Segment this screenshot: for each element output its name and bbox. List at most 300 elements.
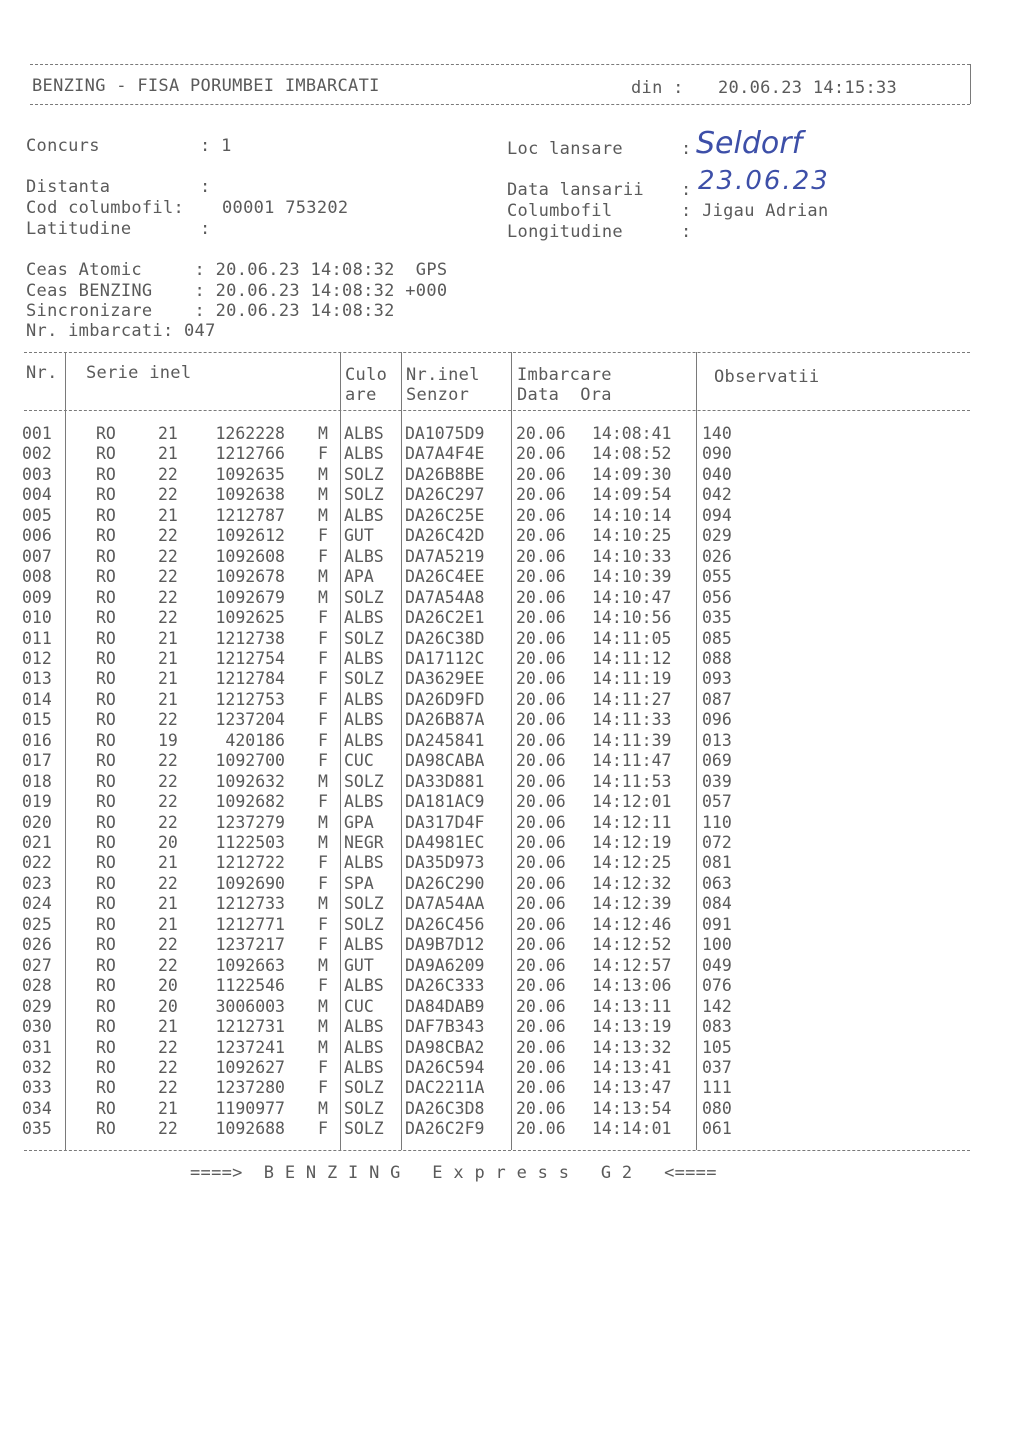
cell-date: 20.06: [516, 669, 566, 689]
cell-sex: M: [318, 1037, 328, 1057]
cell-country: RO: [96, 751, 116, 771]
cell-date: 20.06: [516, 485, 566, 505]
cell-time: 14:08:52: [592, 444, 672, 464]
cell-date: 20.06: [516, 833, 566, 852]
cell-nr: 017: [22, 751, 52, 771]
cell-nr: 027: [22, 955, 52, 975]
cell-ring-number: 1092632: [215, 771, 285, 791]
cell-year: 22: [158, 464, 178, 484]
cell-sex: F: [318, 873, 328, 893]
cell-ring-number: 1092682: [215, 792, 285, 812]
columbofil-label: Columbofil: [507, 201, 613, 221]
cell-observatii: 096: [702, 710, 732, 730]
cell-ring-number: 1092679: [215, 587, 285, 607]
footer-banner: ====> B E N Z I N G E x p r e s s G 2 <====: [190, 1163, 717, 1183]
cell-time: 14:11:53: [592, 771, 672, 791]
longitudine-value: :: [681, 222, 692, 242]
cell-observatii: 076: [702, 976, 732, 996]
cell-year: 22: [158, 546, 178, 566]
cell-ring-number: 420186: [225, 730, 285, 750]
cell-color: ALBS: [344, 1017, 384, 1037]
header-bottom-border: [24, 410, 970, 411]
cell-nr: 013: [22, 669, 52, 689]
cell-nr: 032: [22, 1057, 52, 1077]
cell-sensor: DAF7B343: [405, 1017, 485, 1037]
header-culoare-2: are: [345, 385, 377, 405]
cell-nr: 034: [22, 1098, 52, 1118]
cell-sex: M: [318, 424, 328, 443]
nr-imbarcati: Nr. imbarcati: 047: [26, 321, 216, 341]
cell-observatii: 140: [702, 424, 732, 443]
cell-nr: 030: [22, 1017, 52, 1037]
cell-year: 22: [158, 955, 178, 975]
cell-ring-number: 1092635: [215, 464, 285, 484]
cell-ring-number: 1212766: [215, 444, 285, 464]
cell-sensor: DA84DAB9: [405, 996, 485, 1016]
cell-observatii: 111: [702, 1078, 732, 1098]
cell-observatii: 100: [702, 935, 732, 955]
cell-date: 20.06: [516, 1037, 566, 1057]
cell-sensor: DA26C42D: [405, 526, 485, 546]
cell-sensor: DA26C333: [405, 976, 485, 996]
cell-time: 14:11:12: [592, 648, 672, 668]
cell-observatii: 069: [702, 751, 732, 771]
cell-country: RO: [96, 485, 116, 505]
cell-date: 20.06: [516, 1098, 566, 1118]
cell-observatii: 026: [702, 546, 732, 566]
cell-observatii: 056: [702, 587, 732, 607]
cell-observatii: 055: [702, 567, 732, 587]
cell-time: 14:12:57: [592, 955, 672, 975]
cell-color: ALBS: [344, 648, 384, 668]
cell-color: ALBS: [344, 424, 384, 443]
cell-date: 20.06: [516, 648, 566, 668]
cell-color: SOLZ: [344, 771, 384, 791]
cell-time: 14:11:39: [592, 730, 672, 750]
cell-nr: 004: [22, 485, 52, 505]
cell-observatii: 083: [702, 1017, 732, 1037]
cell-year: 21: [158, 914, 178, 934]
cell-color: GUT: [344, 955, 374, 975]
cell-sex: M: [318, 505, 328, 525]
cell-year: 21: [158, 628, 178, 648]
cell-ring-number: 1212722: [215, 853, 285, 873]
cell-time: 14:09:30: [592, 464, 672, 484]
cell-sex: M: [318, 587, 328, 607]
cell-sensor: DA7A4F4E: [405, 444, 485, 464]
col-sep-4: [511, 352, 512, 1150]
cell-ring-number: 1092688: [215, 1119, 285, 1139]
cell-country: RO: [96, 1078, 116, 1098]
table-bottom-border: [24, 1150, 970, 1151]
col-sep-5: [696, 352, 697, 1150]
cell-color: ALBS: [344, 1037, 384, 1057]
longitudine-label: Longitudine: [507, 222, 623, 242]
cell-ring-number: 1092627: [215, 1057, 285, 1077]
cell-country: RO: [96, 505, 116, 525]
top-right-border: [970, 64, 971, 104]
cell-country: RO: [96, 608, 116, 628]
header-nr: Nr.: [26, 363, 58, 383]
cell-observatii: 084: [702, 894, 732, 914]
cell-country: RO: [96, 587, 116, 607]
cell-date: 20.06: [516, 751, 566, 771]
cell-sensor: DA26C38D: [405, 628, 485, 648]
cell-time: 14:10:56: [592, 608, 672, 628]
cell-country: RO: [96, 976, 116, 996]
cell-color: ALBS: [344, 792, 384, 812]
cell-sensor: DA26C3D8: [405, 1098, 485, 1118]
cell-observatii: 093: [702, 669, 732, 689]
ceas-benzing: Ceas BENZING : 20.06.23 14:08:32 +000: [26, 281, 448, 301]
cell-year: 21: [158, 648, 178, 668]
cell-nr: 015: [22, 710, 52, 730]
cell-color: ALBS: [344, 730, 384, 750]
cell-date: 20.06: [516, 628, 566, 648]
cell-color: ALBS: [344, 608, 384, 628]
cell-date: 20.06: [516, 955, 566, 975]
cell-sensor: DA26C2E1: [405, 608, 485, 628]
cell-country: RO: [96, 873, 116, 893]
cell-date: 20.06: [516, 1017, 566, 1037]
cell-observatii: 061: [702, 1119, 732, 1139]
ceas-atomic: Ceas Atomic : 20.06.23 14:08:32 GPS: [26, 260, 448, 280]
cell-time: 14:09:54: [592, 485, 672, 505]
cell-sensor: DA26C290: [405, 873, 485, 893]
cell-year: 21: [158, 444, 178, 464]
cell-sex: M: [318, 485, 328, 505]
cell-year: 20: [158, 976, 178, 996]
cell-date: 20.06: [516, 444, 566, 464]
cell-ring-number: 1237217: [215, 935, 285, 955]
cell-date: 20.06: [516, 505, 566, 525]
cell-year: 22: [158, 567, 178, 587]
cell-nr: 020: [22, 812, 52, 832]
cell-observatii: 042: [702, 485, 732, 505]
cell-sensor: DA33D881: [405, 771, 485, 791]
cell-sensor: DA181AC9: [405, 792, 485, 812]
col-sep-3: [401, 352, 402, 1150]
cell-ring-number: 1212754: [215, 648, 285, 668]
header-senzor-2: Senzor: [406, 385, 470, 405]
cod-columbofil-value: 00001 753202: [222, 198, 349, 218]
data-lansarii-colon: :: [681, 180, 692, 200]
cell-sex: F: [318, 853, 328, 873]
cell-color: CUC: [344, 751, 374, 771]
cell-country: RO: [96, 812, 116, 832]
cell-year: 22: [158, 873, 178, 893]
cell-nr: 014: [22, 689, 52, 709]
cell-ring-number: 1212784: [215, 669, 285, 689]
cell-sex: F: [318, 1057, 328, 1077]
cell-sex: F: [318, 730, 328, 750]
cell-sex: M: [318, 894, 328, 914]
cell-year: 22: [158, 792, 178, 812]
cell-color: ALBS: [344, 546, 384, 566]
cell-nr: 002: [22, 444, 52, 464]
cell-ring-number: 1092700: [215, 751, 285, 771]
cell-color: ALBS: [344, 976, 384, 996]
cell-sex: M: [318, 955, 328, 975]
cell-date: 20.06: [516, 812, 566, 832]
cell-time: 14:12:01: [592, 792, 672, 812]
cell-time: 14:13:47: [592, 1078, 672, 1098]
cell-year: 22: [158, 485, 178, 505]
cell-sensor: DA26C2F9: [405, 1119, 485, 1139]
cell-sex: F: [318, 792, 328, 812]
cell-ring-number: 1190977: [215, 1098, 285, 1118]
cell-ring-number: 1212771: [215, 914, 285, 934]
cell-date: 20.06: [516, 587, 566, 607]
cell-date: 20.06: [516, 730, 566, 750]
cell-color: SOLZ: [344, 628, 384, 648]
col-sep-2: [340, 352, 341, 1150]
cell-observatii: 039: [702, 771, 732, 791]
cell-nr: 035: [22, 1119, 52, 1139]
cell-time: 14:11:05: [592, 628, 672, 648]
cell-color: ALBS: [344, 444, 384, 464]
cell-color: SOLZ: [344, 894, 384, 914]
cell-sex: M: [318, 464, 328, 484]
cell-ring-number: 1212753: [215, 689, 285, 709]
cell-sex: F: [318, 526, 328, 546]
cell-date: 20.06: [516, 1078, 566, 1098]
cell-sensor: DA1075D9: [405, 424, 485, 443]
cell-nr: 031: [22, 1037, 52, 1057]
cell-sex: F: [318, 1119, 328, 1139]
cell-sensor: DAC2211A: [405, 1078, 485, 1098]
cell-sensor: DA4981EC: [405, 833, 485, 852]
cell-nr: 028: [22, 976, 52, 996]
cell-sex: F: [318, 914, 328, 934]
cell-ring-number: 1092608: [215, 546, 285, 566]
cell-color: SOLZ: [344, 669, 384, 689]
cell-nr: 003: [22, 464, 52, 484]
data-lansarii-label: Data lansarii: [507, 180, 644, 200]
cell-sensor: DA26C4EE: [405, 567, 485, 587]
cell-color: SOLZ: [344, 1119, 384, 1139]
cell-time: 14:10:47: [592, 587, 672, 607]
cell-observatii: 090: [702, 444, 732, 464]
cod-columbofil-label: Cod columbofil:: [26, 198, 185, 218]
cell-observatii: 110: [702, 812, 732, 832]
top-border: [30, 64, 970, 65]
cell-time: 14:10:39: [592, 567, 672, 587]
cell-sex: F: [318, 751, 328, 771]
cell-time: 14:13:54: [592, 1098, 672, 1118]
cell-nr: 021: [22, 833, 52, 852]
cell-time: 14:10:33: [592, 546, 672, 566]
cell-ring-number: 1122503: [215, 833, 285, 852]
cell-color: CUC: [344, 996, 374, 1016]
cell-sex: F: [318, 689, 328, 709]
cell-year: 22: [158, 1119, 178, 1139]
cell-country: RO: [96, 1037, 116, 1057]
cell-year: 21: [158, 424, 178, 443]
cell-country: RO: [96, 996, 116, 1016]
cell-date: 20.06: [516, 1119, 566, 1139]
cell-nr: 026: [22, 935, 52, 955]
cell-country: RO: [96, 1057, 116, 1077]
concurs-value: : 1: [200, 136, 232, 156]
cell-sensor: DA35D973: [405, 853, 485, 873]
table-top-border: [24, 352, 970, 353]
cell-nr: 029: [22, 996, 52, 1016]
cell-country: RO: [96, 567, 116, 587]
cell-ring-number: 1092690: [215, 873, 285, 893]
latitudine-value: :: [200, 219, 211, 239]
cell-date: 20.06: [516, 976, 566, 996]
cell-sensor: DA3629EE: [405, 669, 485, 689]
cell-color: SPA: [344, 873, 374, 893]
cell-time: 14:13:06: [592, 976, 672, 996]
cell-sensor: DA26C594: [405, 1057, 485, 1077]
cell-sensor: DA26C25E: [405, 505, 485, 525]
loc-lansare-label: Loc lansare: [507, 139, 623, 159]
header-imbarcare-1: Imbarcare: [517, 365, 612, 385]
cell-ring-number: 1122546: [215, 976, 285, 996]
cell-country: RO: [96, 628, 116, 648]
cell-observatii: 035: [702, 608, 732, 628]
cell-date: 20.06: [516, 894, 566, 914]
header-culoare-1: Culo: [345, 365, 388, 385]
cell-year: 22: [158, 812, 178, 832]
cell-time: 14:08:41: [592, 424, 672, 443]
cell-date: 20.06: [516, 464, 566, 484]
cell-country: RO: [96, 710, 116, 730]
cell-year: 22: [158, 526, 178, 546]
cell-time: 14:10:14: [592, 505, 672, 525]
cell-sensor: DA245841: [405, 730, 485, 750]
cell-country: RO: [96, 771, 116, 791]
cell-nr: 010: [22, 608, 52, 628]
cell-date: 20.06: [516, 935, 566, 955]
cell-year: 22: [158, 1037, 178, 1057]
cell-color: ALBS: [344, 1057, 384, 1077]
concurs-label: Concurs: [26, 136, 100, 156]
cell-observatii: 080: [702, 1098, 732, 1118]
cell-ring-number: 1262228: [215, 424, 285, 443]
cell-time: 14:13:41: [592, 1057, 672, 1077]
cell-nr: 001: [22, 424, 52, 443]
cell-ring-number: 1237204: [215, 710, 285, 730]
cell-date: 20.06: [516, 853, 566, 873]
cell-year: 22: [158, 587, 178, 607]
header-observatii: Observatii: [714, 367, 820, 387]
cell-country: RO: [96, 1098, 116, 1118]
cell-time: 14:12:25: [592, 853, 672, 873]
cell-year: 21: [158, 689, 178, 709]
cell-time: 14:12:39: [592, 894, 672, 914]
cell-time: 14:12:11: [592, 812, 672, 832]
cell-date: 20.06: [516, 526, 566, 546]
cell-time: 14:11:27: [592, 689, 672, 709]
cell-nr: 022: [22, 853, 52, 873]
cell-ring-number: 1092678: [215, 567, 285, 587]
cell-nr: 009: [22, 587, 52, 607]
cell-observatii: 063: [702, 873, 732, 893]
cell-nr: 011: [22, 628, 52, 648]
cell-nr: 006: [22, 526, 52, 546]
cell-country: RO: [96, 935, 116, 955]
cell-sex: F: [318, 1078, 328, 1098]
cell-time: 14:13:19: [592, 1017, 672, 1037]
cell-country: RO: [96, 894, 116, 914]
cell-nr: 012: [22, 648, 52, 668]
cell-time: 14:12:19: [592, 833, 672, 852]
cell-year: 20: [158, 996, 178, 1016]
col-sep-1: [65, 352, 66, 1150]
loc-lansare-handwritten: Seldorf: [696, 126, 803, 161]
cell-country: RO: [96, 730, 116, 750]
cell-year: 22: [158, 935, 178, 955]
cell-sex: M: [318, 567, 328, 587]
cell-observatii: 013: [702, 730, 732, 750]
cell-country: RO: [96, 689, 116, 709]
cell-country: RO: [96, 1119, 116, 1139]
cell-observatii: 049: [702, 955, 732, 975]
cell-time: 14:10:25: [592, 526, 672, 546]
cell-time: 14:11:19: [592, 669, 672, 689]
cell-observatii: 072: [702, 833, 732, 852]
din-value: 20.06.23 14:15:33: [718, 78, 898, 98]
cell-sensor: DA9A6209: [405, 955, 485, 975]
cell-color: ALBS: [344, 689, 384, 709]
cell-ring-number: 1237280: [215, 1078, 285, 1098]
cell-year: 21: [158, 505, 178, 525]
loc-lansare-colon: :: [681, 139, 692, 159]
cell-sensor: DA7A54AA: [405, 894, 485, 914]
cell-date: 20.06: [516, 1057, 566, 1077]
cell-ring-number: 1092612: [215, 526, 285, 546]
cell-sensor: DA26D9FD: [405, 689, 485, 709]
cell-sex: F: [318, 608, 328, 628]
cell-observatii: 094: [702, 505, 732, 525]
cell-year: 22: [158, 608, 178, 628]
cell-date: 20.06: [516, 424, 566, 443]
cell-country: RO: [96, 955, 116, 975]
cell-nr: 023: [22, 873, 52, 893]
header-imbarcare-2: Data Ora: [517, 385, 612, 405]
cell-sensor: DA7A5219: [405, 546, 485, 566]
cell-nr: 033: [22, 1078, 52, 1098]
cell-country: RO: [96, 424, 116, 443]
cell-date: 20.06: [516, 771, 566, 791]
cell-time: 14:13:11: [592, 996, 672, 1016]
cell-year: 22: [158, 1078, 178, 1098]
cell-sensor: DA317D4F: [405, 812, 485, 832]
cell-year: 19: [158, 730, 178, 750]
cell-observatii: 088: [702, 648, 732, 668]
cell-ring-number: 1212733: [215, 894, 285, 914]
cell-date: 20.06: [516, 546, 566, 566]
cell-observatii: 081: [702, 853, 732, 873]
cell-time: 14:11:47: [592, 751, 672, 771]
cell-year: 22: [158, 751, 178, 771]
cell-sex: M: [318, 771, 328, 791]
cell-color: NEGR: [344, 833, 384, 852]
cell-date: 20.06: [516, 996, 566, 1016]
cell-country: RO: [96, 444, 116, 464]
cell-sex: F: [318, 669, 328, 689]
cell-color: SOLZ: [344, 1078, 384, 1098]
cell-sex: M: [318, 812, 328, 832]
cell-country: RO: [96, 526, 116, 546]
cell-country: RO: [96, 669, 116, 689]
cell-sex: F: [318, 648, 328, 668]
cell-nr: 019: [22, 792, 52, 812]
cell-color: SOLZ: [344, 1098, 384, 1118]
